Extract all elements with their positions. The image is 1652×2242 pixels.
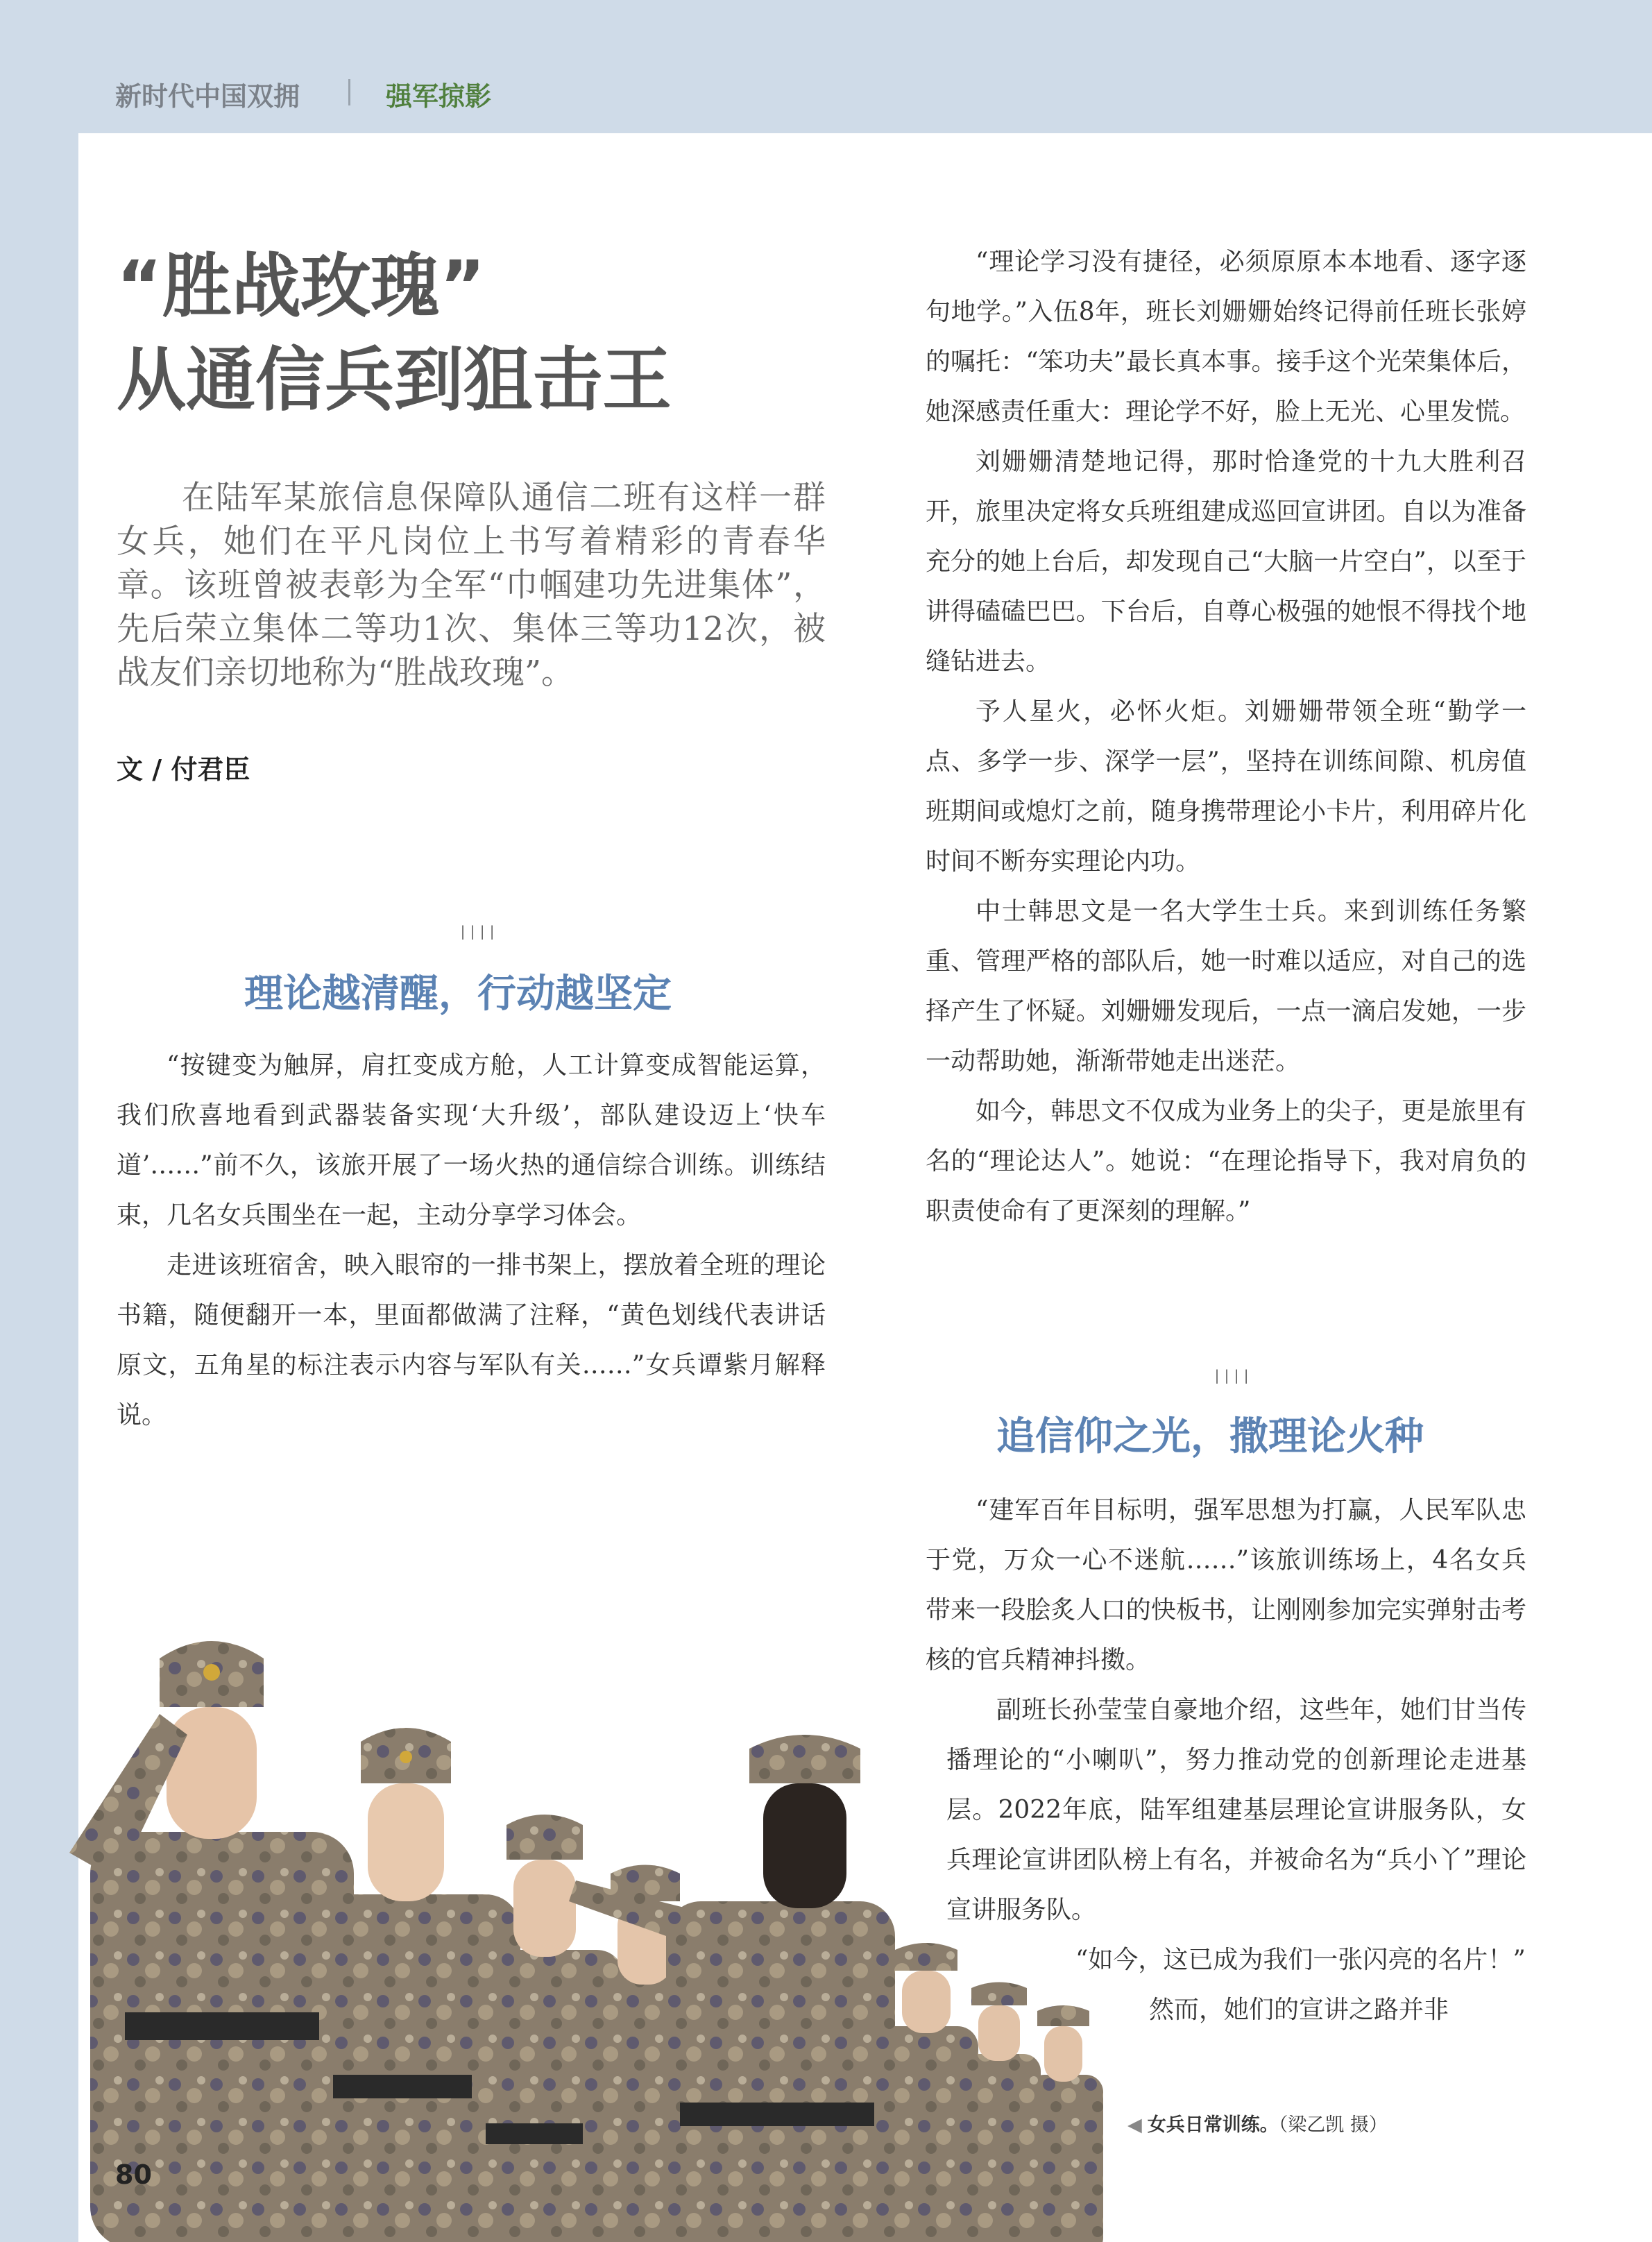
caption-pointer-icon: ◀ [1127, 2114, 1142, 2136]
photo-caption [1127, 2109, 1388, 2137]
header-band [0, 0, 1652, 133]
paragraph: “如今，这已成为我们一张闪亮的名片！” [1075, 1946, 1526, 1974]
lead-paragraph: 在陆军某旅信息保障队通信二班有这样一群女兵，她们在平凡岗位上书写着精彩的青春华章。该班曾被表彰为全军“巾帼建功先进集体”，先后荣立集体二等功1次、集体三等功12次，被战友们亲切地称为“胜战玫瑰”。 [117, 479, 826, 692]
heading-ornament: |||| [1213, 1367, 1252, 1384]
article-title [117, 239, 880, 427]
right-column [926, 237, 1526, 1237]
soldier-figure [1027, 2005, 1103, 2242]
paragraph: 走进该班宿舍，映入眼帘的一排书架上，摆放着全班的理论书籍，随便翻开一本，里面都做满了注释，“黄色划线代表讲话原文，五角星的标注表示内容与军队有关……”女兵谭紫月解释说。 [117, 1251, 826, 1429]
header-divider [348, 79, 350, 105]
section2-heading: 追信仰之光，撒理论火种 [996, 1414, 1424, 1459]
soldier-figure [69, 1641, 354, 2242]
heading-ornament: |||| [459, 923, 498, 940]
section1-heading: 理论越清醒，行动越坚定 [244, 971, 672, 1017]
paragraph: 刘姗姗清楚地记得，那时恰逢党的十九大胜利召开，旅里决定将女兵班组建成巡回宣讲团。自以为准备充分的她上台后，却发现自己“大脑一片空白”，以至于讲得磕磕巴巴。下台后，自尊心极强的她恨不得找个地缝钻进去。 [926, 448, 1526, 676]
paragraph: 然而，她们的宣讲之路并非 [1149, 1996, 1449, 2024]
paragraph: 予人星火，必怀火炬。刘姗姗带领全班“勤学一点、多学一步、深学一层”，坚持在训练间隙、机房值班期间或熄灯之前，随身携带理论小卡片，利用碎片化时间不断夯实理论内功。 [926, 697, 1526, 876]
byline: 文 / 付君臣 [117, 754, 250, 785]
paragraph: 如今，韩思文不仅成为业务上的尖子，更是旅里有名的“理论达人”。她说：“在理论指导下，我对肩负的职责使命有了更深刻的理解。” [926, 1097, 1526, 1225]
paragraph: 中士韩思文是一名大学生士兵。来到训练任务繁重、管理严格的部队后，她一时难以适应，对自己的选择产生了怀疑。刘姗姗发现后，一点一滴启发她，一步一动帮助她，渐渐带她走出迷茫。 [926, 897, 1526, 1076]
title-line-2: 从通信兵到狙击王 [117, 339, 672, 421]
title-line-1: “胜战玫瑰” [117, 246, 486, 327]
left-column [117, 1041, 826, 1441]
caption-text: 女兵日常训练。 [1147, 2114, 1279, 2136]
paragraph: 副班长孙莹莹自豪地介绍，这些年，她们甘当传播理论的“小喇叭”，努力推动党的创新理论走进基层。2022年底，陆军组建基层理论宣讲服务队，女兵理论宣讲团队榜上有名，并被命名为“兵小丫”理论宣讲服务队。 [946, 1696, 1526, 1924]
soldiers-saluting-photo [42, 1575, 1124, 2242]
paragraph: “按键变为触屏，肩扛变成方舱，人工计算变成智能运算，我们欣喜地看到武器装备实现‘大升级’，部队建设迈上‘快车道’……”前不久，该旅开展了一场火热的通信综合训练。训练结束，几名女兵围坐在一起，主动分享学习体会。 [117, 1051, 826, 1230]
paragraph: “理论学习没有捷径，必须原原本本地看、逐字逐句地学。”入伍8年，班长刘姗姗始终记得前任班长张婷的嘱托：“笨功夫”最长真本事。接手这个光荣集体后，她深感责任重大：理论学不好，脸上无光、心里发慌。 [926, 248, 1526, 426]
column-name: 新时代中国双拥 [115, 81, 300, 112]
page-number: 80 [115, 2159, 152, 2190]
paragraph: “建军百年目标明，强军思想为打赢，人民军队忠于党，万众一心不迷航……”该旅训练场上，4名女兵带来一段脍炙人口的快板书，让刚刚参加完实弹射击考核的官兵精神抖擞。 [926, 1496, 1526, 1674]
caption-credit: （梁乙凯 摄） [1278, 2114, 1388, 2136]
column-subname: 强军掠影 [386, 81, 492, 112]
